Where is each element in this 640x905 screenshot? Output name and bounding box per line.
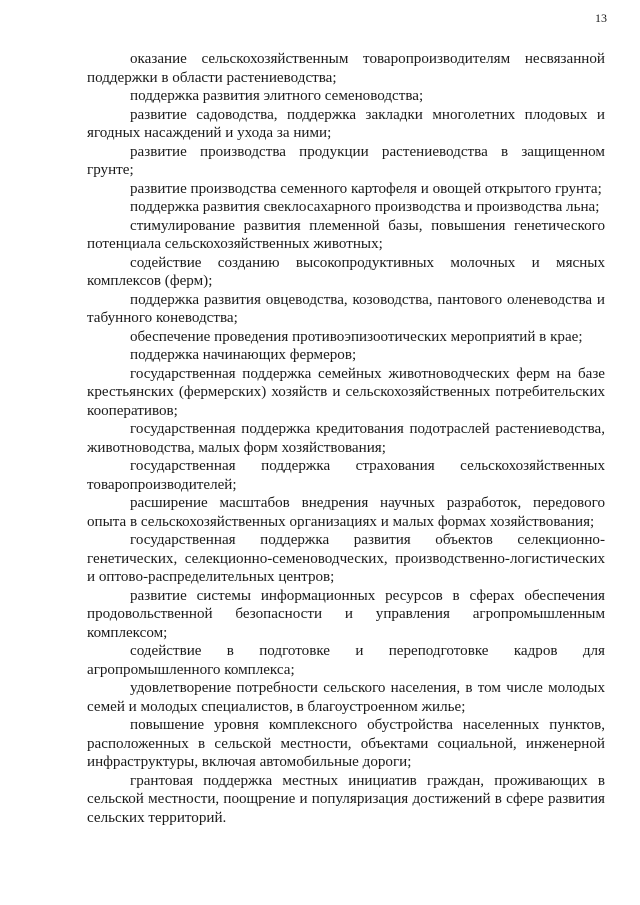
list-item-paragraph: государственная поддержка страхования сельскохозяйственных товаропроизводителей; (87, 458, 605, 493)
list-item-paragraph: государственная поддержка семейных животноводческих ферм на базе крестьянских (фермерских) хозяйств и сельскохозяйственных потребительских кооперативов; (87, 365, 605, 419)
list-item-paragraph: развитие системы информационных ресурсов в сферах обеспечения продовольственной безопасности и управления агропромышленным комплексом; (87, 587, 605, 641)
list-item-paragraph: развитие производства продукции растениеводства в защищенном грунте; (87, 143, 605, 178)
list-item-paragraph: обеспечение проведения противоэпизоотических мероприятий в крае; (130, 328, 583, 345)
list-item-paragraph: содействие созданию высокопродуктивных молочных и мясных комплексов (ферм); (87, 254, 605, 289)
list-item-paragraph: повышение уровня комплексного обустройства населенных пунктов, расположенных в сельской местности, объектами социальной, инженерной инфраструктуры, включая автомобильные дороги; (87, 717, 605, 770)
list-item-paragraph: содействие в подготовке и переподготовке кадров для агропромышленного комплекса; (87, 643, 605, 678)
list-item-paragraph: поддержка развития овцеводства, козоводства, пантового оленеводства и табунного коневодства; (87, 291, 605, 326)
list-item-paragraph: грантовая поддержка местных инициатив граждан, проживающих в сельской местности, поощрение и популяризация достижений в сфере развития сельских территорий. (87, 772, 605, 826)
list-item-paragraph: развитие садоводства, поддержка закладки многолетних плодовых и ягодных насаждений и ухода за ними; (87, 106, 605, 141)
list-item-paragraph: развитие производства семенного картофеля и овощей открытого грунта; (130, 180, 602, 197)
page-number: 13 (595, 11, 607, 25)
list-item-paragraph: стимулирование развития племенной базы, повышения генетического потенциала сельскохозяйственных животных; (87, 217, 605, 252)
document-body (87, 50, 605, 827)
list-item-paragraph: поддержка развития свеклосахарного производства и производства льна; (130, 199, 600, 215)
list-item-paragraph: государственная поддержка кредитования подотраслей растениеводства, животноводства, малых форм хозяйствования; (87, 421, 605, 456)
list-item-paragraph: расширение масштабов внедрения научных разработок, передового опыта в сельскохозяйственных организациях и малых формах хозяйствования; (87, 495, 605, 530)
list-item-paragraph: оказание сельскохозяйственным товаропроизводителям несвязанной поддержки в области растениеводства; (87, 51, 605, 86)
list-item-paragraph: поддержка развития элитного семеноводства; (130, 88, 424, 104)
list-item-paragraph: государственная поддержка развития объектов селекционно-генетических, селекционно-семеноводческих, производственно-логистических и оптово-распределительных центров; (87, 532, 605, 585)
list-item-paragraph: удовлетворение потребности сельского населения, в том числе молодых семей и молодых специалистов, в благоустроенном жилье; (87, 680, 605, 715)
list-item-paragraph: поддержка начинающих фермеров; (130, 347, 357, 363)
